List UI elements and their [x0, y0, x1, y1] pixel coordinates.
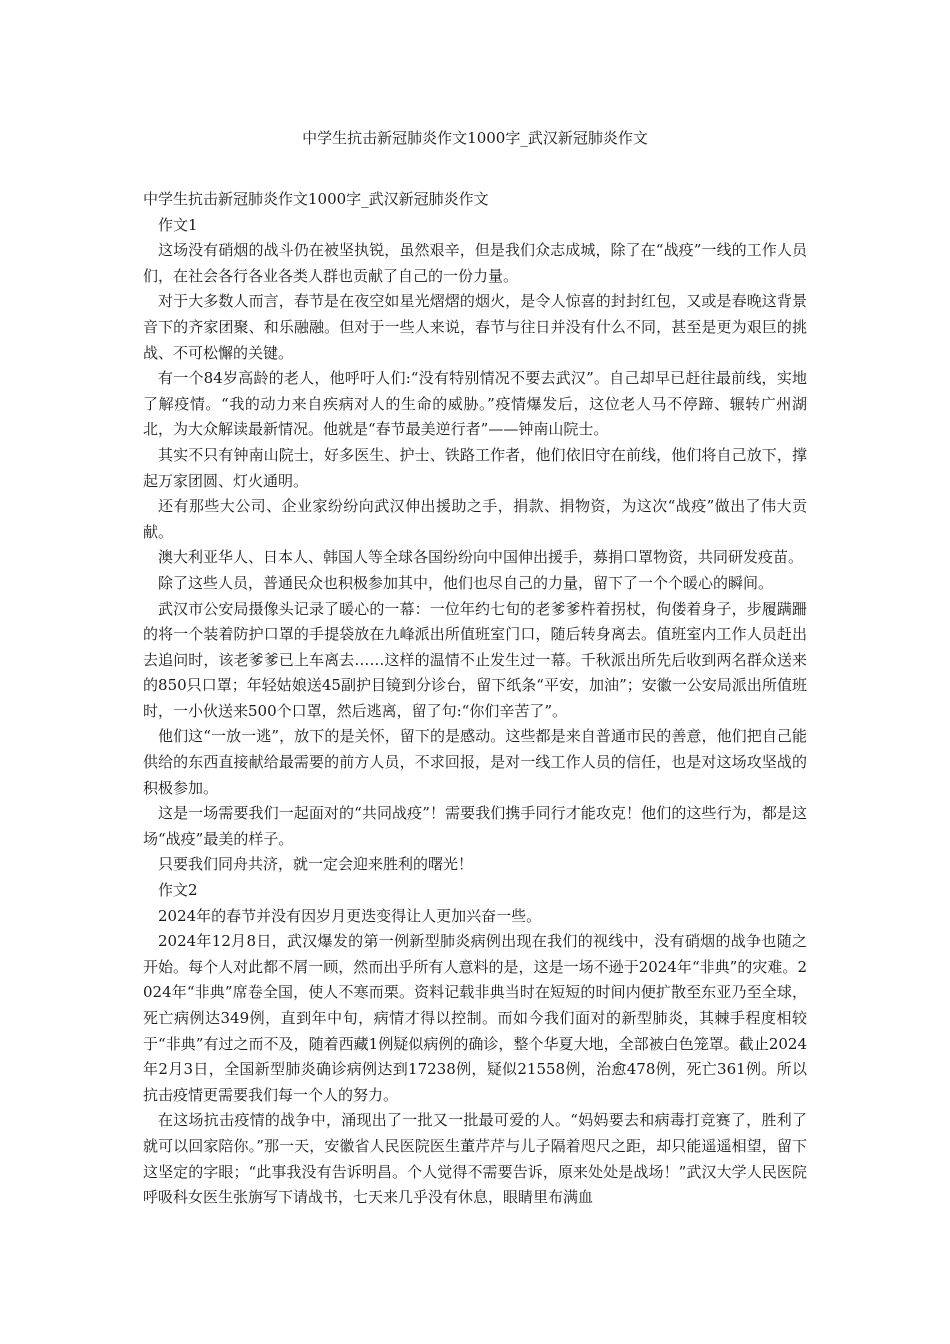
paragraph: 武汉市公安局摄像头记录了暖心的一幕：一位年约七旬的老爹爹杵着拐杖，佝偻着身子，步履蹒跚的将一个装着防护口罩的手提袋放在九峰派出所值班室门口，随后转身离去。值班室内工作人员赶出去追问时，该老爹爹已上车离去……这样的温情不止发生过一幕。千秋派出所先后收到两名群众送来的850只口罩；年轻姑娘送45副护目镜到分诊台，留下纸条“平安，加油”；安徽一公安局派出所值班时，一小伙送来500个口罩，然后逃离，留了句:“你们辛苦了”。: [143, 599, 807, 720]
document-subtitle: 中学生抗击新冠肺炎作文1000字_武汉新冠肺炎作文: [143, 190, 489, 208]
paragraph: 有一个84岁高龄的老人，他呼吁人们:“没有特别情况不要去武汉”。自己却早已赶往最前线，实地了解疫情。“我的动力来自疾病对人的生命的威胁。”疫情爆发后，这位老人马不停蹄、辗转广州湖北，为大众解读最新情况。他就是“春节最美逆行者”——钟南山院士。: [143, 369, 807, 439]
document-title: 中学生抗击新冠肺炎作文1000字_武汉新冠肺炎作文: [302, 129, 648, 147]
paragraph: 2024年12月8日，武汉爆发的第一例新型肺炎病例出现在我们的视线中，没有硝烟的战争也随之开始。每个人对此都不屑一顾，然而出乎所有人意料的是，这是一场不逊于2024年“非典”的灾难。2024年“非典”席卷全国，使人不寒而栗。资料记载非典当时在短短的时间内便扩散至东亚乃至全球，死亡病例达349例，直到年中旬，病情才得以控制。而如今我们面对的新型肺炎，其棘手程度相较于“非典”有过之而不及，随着西藏1例疑似病例的确诊，整个华夏大地，全部被白色笼罩。截止2024年2月3日，全国新型肺炎确诊病例达到17238例，疑似21558例，治愈478例，死亡361例。所以抗击疫情更需要我们每一个人的努力。: [143, 932, 807, 1104]
paragraph: 还有那些大公司、企业家纷纷向武汉伸出援助之手，捐款、捐物资，为这次“战疫”做出了伟大贡献。: [143, 497, 807, 541]
paragraph: 其实不只有钟南山院士，好多医生、护士、铁路工作者，他们依旧守在前线，他们将自己放下，撑起万家团圆、灯火通明。: [143, 445, 807, 490]
paragraph: 2024年的春节并没有因岁月更迭变得让人更加兴奋一些。: [158, 906, 542, 925]
paragraph: 这场没有硝烟的战斗仍在被坚执锐，虽然艰辛，但是我们众志成城，除了在“战疫”一线的工作人员们，在社会各行各业各类人群也贡献了自己的一份力量。: [143, 241, 807, 285]
paragraph: 这是一场需要我们一起面对的“共同战疫”！需要我们携手同行才能攻克！他们的这些行为，都是这场“战疫”最美的样子。: [143, 804, 807, 848]
paragraph: 澳大利亚华人、日本人、韩国人等全球各国纷纷向中国伸出援手，募捐口罩物资，共同研发疫苗。: [158, 548, 804, 567]
paragraph: 只要我们同舟共济，就一定会迎来胜利的曙光！: [158, 855, 474, 874]
section-heading-2: 作文2: [158, 881, 198, 900]
paragraph: 在这场抗击疫情的战争中，涌现出了一批又一批最可爱的人。“妈妈要去和病毒打竞赛了，胜利了就可以回家陪你。”那一天，安徽省人民医院医生董芹芹与儿子隔着咫尺之距，却只能遥遥相望，留下这坚定的字眼；“此事我没有告诉明昌。个人觉得不需要告诉，原来处处是战场！”武汉大学人民医院呼吸科女医生张旃写下请战书，七天来几乎没有休息，眼睛里布满血: [143, 1111, 807, 1207]
section-heading-1: 作文1: [158, 215, 198, 234]
paragraph: 除了这些人员，普通民众也积极参加其中，他们也尽自己的力量，留下了一个个暖心的瞬间。: [158, 573, 774, 592]
paragraph: 对于大多数人而言，春节是在夜空如星光熠熠的烟火，是令人惊喜的封封红包，又或是春晚这背景音下的齐家团聚、和乐融融。但对于一些人来说，春节与往日并没有什么不同，甚至是更为艰巨的挑战、不可松懈的关键。: [143, 292, 807, 362]
paragraph: 他们这“一放一逃”，放下的是关怀，留下的是感动。这些都是来自普通市民的善意，他们把自己能供给的东西直接献给最需要的前方人员，不求回报，是对一线工作人员的信任，也是对这场攻坚战的积极参加。: [143, 727, 807, 797]
document-body: [143, 187, 807, 1211]
